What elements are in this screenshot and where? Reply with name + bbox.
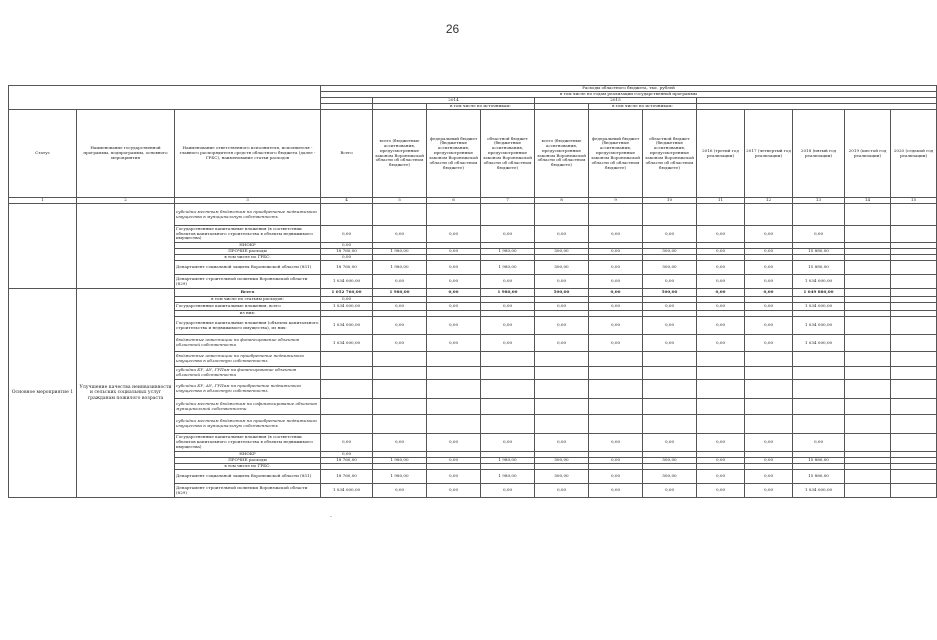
empty-cell (891, 367, 937, 380)
value-cell (643, 399, 697, 415)
value-cell: 0,00 (589, 317, 643, 335)
column-number: 8 (535, 198, 589, 204)
empty-cell (891, 317, 937, 335)
empty-cell (845, 367, 891, 380)
row-label: субсидии БУ, АУ, ГУПам на финансирование объектов областной собственности (175, 367, 321, 380)
value-cell (481, 352, 535, 367)
value-cell: 0,00 (697, 275, 745, 289)
empty-cell (891, 335, 937, 352)
value-cell (427, 380, 481, 399)
value-cell: 0,00 (481, 317, 535, 335)
value-cell (697, 380, 745, 399)
value-cell: 0,00 (321, 297, 373, 303)
empty-cell (891, 399, 937, 415)
value-cell (745, 352, 793, 367)
value-cell: 0,00 (745, 317, 793, 335)
value-cell: 15 880,00 (793, 249, 845, 255)
empty-cell (891, 275, 937, 289)
value-cell (793, 415, 845, 434)
empty-cell (891, 352, 937, 367)
value-cell: 0,00 (589, 458, 643, 464)
value-cell (589, 352, 643, 367)
value-cell: 0,00 (373, 226, 427, 243)
value-cell: 0,00 (427, 470, 481, 484)
empty-cell (891, 261, 937, 275)
section-1-body (9, 204, 937, 289)
value-cell: 1 034 000,00 (793, 317, 845, 335)
value-cell: 0,00 (427, 335, 481, 352)
header-executor: Наименование ответственного исполнителя, исполнителя - главного распорядителя средств областного бюджета (далее - ГРБС), наименование статьи расходов (175, 110, 321, 198)
value-cell: 0,00 (321, 452, 373, 458)
value-cell: 0,00 (321, 255, 373, 261)
value-cell (697, 204, 745, 226)
empty-cell (845, 226, 891, 243)
value-cell: 0,00 (535, 335, 589, 352)
page-number: 26 (445, 22, 460, 36)
value-cell (643, 204, 697, 226)
value-cell (643, 352, 697, 367)
header-2019: 2019 (шестой год реализации) (845, 110, 891, 198)
empty-cell (845, 335, 891, 352)
empty-cell (845, 380, 891, 399)
value-cell: 1 980,00 (481, 261, 535, 275)
row-label: Департамент социальной защиты Воронежской области (851) (175, 470, 321, 484)
table-row (9, 204, 937, 226)
value-cell: 0,00 (745, 289, 793, 297)
status-cell: Основное мероприятие 1 (9, 289, 77, 498)
empty-cell (845, 204, 891, 226)
value-cell: 500,00 (535, 261, 589, 275)
value-cell: 1 980,00 (373, 289, 427, 297)
value-cell (745, 367, 793, 380)
value-cell: 0,00 (481, 275, 535, 289)
value-cell (481, 399, 535, 415)
row-label: Департамент строительной политики Воронежской области (829) (175, 484, 321, 498)
row-label: бюджетные инвестиции на финансирование объектов областной собственности (175, 335, 321, 352)
empty-cell (891, 204, 937, 226)
value-cell: 0,00 (745, 226, 793, 243)
value-cell: 0,00 (535, 317, 589, 335)
value-cell: 0,00 (535, 484, 589, 498)
value-cell: 0,00 (427, 226, 481, 243)
value-cell: 0,00 (643, 317, 697, 335)
value-cell: 0,00 (643, 275, 697, 289)
column-number: 1 (9, 198, 77, 204)
value-cell: 0,00 (589, 335, 643, 352)
value-cell: 0,00 (321, 434, 373, 452)
value-cell (643, 367, 697, 380)
header-status: Статус (9, 110, 77, 198)
section-2-body (9, 289, 937, 498)
row-label: субсидии БУ, АУ, ГУПам на приобретение недвижимого имущества в областную собственность (175, 380, 321, 399)
value-cell (427, 352, 481, 367)
value-cell: 0,00 (481, 434, 535, 452)
value-cell (427, 367, 481, 380)
row-label: субсидии местным бюджетам на приобретение недвижимого имущества в муниципальную собственность (175, 204, 321, 226)
column-number: 12 (745, 198, 793, 204)
column-number: 3 (175, 198, 321, 204)
value-cell: 1 980,00 (373, 249, 427, 255)
value-cell: 1 980,00 (373, 261, 427, 275)
value-cell: 15 880,00 (793, 470, 845, 484)
value-cell: 0,00 (745, 303, 793, 311)
value-cell: 0,00 (535, 275, 589, 289)
value-cell (745, 399, 793, 415)
value-cell: 0,00 (643, 335, 697, 352)
value-cell: 500,00 (643, 470, 697, 484)
empty-cell (845, 289, 891, 297)
row-label: Государственные капитальные вложения (объекты капитального строительства и недвижимого имущества), из них: (175, 317, 321, 335)
row-label: Государственные капитальные вложения (в соответствии объектов капитального строительства в объекты недвижимого имущества) (175, 434, 321, 452)
value-cell: 0,00 (697, 458, 745, 464)
value-cell: 500,00 (535, 458, 589, 464)
value-cell: 500,00 (535, 470, 589, 484)
row-label: Департамент строительной политики Воронежской области (829) (175, 275, 321, 289)
value-cell (481, 204, 535, 226)
value-cell: 500,00 (643, 249, 697, 255)
header-2016: 2016 (третий год реализации) (697, 110, 745, 198)
row-label: субсидии местным бюджетам на приобретение недвижимого имущества в муниципальную собственность (175, 415, 321, 434)
value-cell: 0,00 (745, 261, 793, 275)
value-cell (793, 380, 845, 399)
header-program: Наименование государственной программы, подпрограммы, основного мероприятия (77, 110, 175, 198)
header-2015-regional: областной бюджет (бюджетные ассигнования, предусмотренные законом Воронежской области об областном бюджете) (643, 110, 697, 198)
value-cell (535, 204, 589, 226)
value-cell: 0,00 (697, 303, 745, 311)
empty-cell (845, 352, 891, 367)
value-cell: 0,00 (427, 261, 481, 275)
value-cell (373, 367, 427, 380)
column-number: 2 (77, 198, 175, 204)
value-cell: 0,00 (373, 434, 427, 452)
value-cell: 0,00 (643, 226, 697, 243)
value-cell: 0,00 (697, 484, 745, 498)
value-cell: 0,00 (373, 317, 427, 335)
value-cell (321, 380, 373, 399)
row-label: из них: (175, 311, 321, 317)
value-cell: 0,00 (589, 289, 643, 297)
column-number: 14 (845, 198, 891, 204)
header-incl-2014: в том числе по источникам: (427, 104, 535, 110)
value-cell (535, 380, 589, 399)
header-2014-regional: областной бюджет (бюджетные ассигнования, предусмотренные законом Воронежской области об областном бюджете) (481, 110, 535, 198)
value-cell: 0,00 (745, 458, 793, 464)
row-label: в том числе по ГРБС: (175, 464, 321, 470)
header-incl-2015: в том числе по источникам: (589, 104, 697, 110)
row-label: Государственные капитальные вложения (в соответствии объектов капитального строительства в объекты недвижимого имущества) (175, 226, 321, 243)
value-cell (373, 352, 427, 367)
empty-cell (845, 399, 891, 415)
value-cell (589, 204, 643, 226)
empty-cell (891, 415, 937, 434)
value-cell: 18 760,00 (321, 261, 373, 275)
empty-cell (891, 303, 937, 311)
value-cell (427, 399, 481, 415)
value-cell: 1 034 000,00 (793, 484, 845, 498)
value-cell (321, 399, 373, 415)
value-cell (481, 367, 535, 380)
value-cell: 0,00 (697, 249, 745, 255)
value-cell: 0,00 (745, 275, 793, 289)
table-row (9, 289, 937, 297)
row-label: бюджетные инвестиции на приобретение недвижимого имущества в областную собственность (175, 352, 321, 367)
header-2017: 2017 (четвертый год реализации) (745, 110, 793, 198)
value-cell (745, 415, 793, 434)
value-cell: 0,00 (643, 434, 697, 452)
column-number: 9 (589, 198, 643, 204)
value-cell: 0,00 (373, 275, 427, 289)
value-cell: 0,00 (535, 303, 589, 311)
value-cell (643, 380, 697, 399)
empty-cell (845, 434, 891, 452)
value-cell: 0,00 (427, 249, 481, 255)
value-cell: 0,00 (427, 303, 481, 311)
empty-cell (891, 470, 937, 484)
value-cell: 15 880,00 (793, 261, 845, 275)
value-cell (535, 399, 589, 415)
header-2018: 2018 (пятый год реализации) (793, 110, 845, 198)
column-number: 13 (793, 198, 845, 204)
value-cell: 0,00 (589, 470, 643, 484)
value-cell (589, 380, 643, 399)
value-cell: 0,00 (481, 484, 535, 498)
row-label: в том числе по статьям расходов: (175, 297, 321, 303)
value-cell (321, 415, 373, 434)
value-cell (481, 415, 535, 434)
value-cell (793, 352, 845, 367)
value-cell: 0,00 (535, 226, 589, 243)
value-cell: 0,00 (427, 458, 481, 464)
value-cell: 0,00 (745, 249, 793, 255)
column-number: 15 (891, 198, 937, 204)
value-cell: 0,00 (589, 261, 643, 275)
row-label: НИОКР (175, 243, 321, 249)
value-cell: 0,00 (643, 484, 697, 498)
value-cell: 0,00 (745, 434, 793, 452)
row-label: в том числе по ГРБС: (175, 255, 321, 261)
status-cell (9, 204, 77, 289)
value-cell (321, 204, 373, 226)
header-spacer (9, 86, 321, 110)
column-number: 6 (427, 198, 481, 204)
row-label: субсидии местным бюджетам на софинансирование объектов муниципальной собственности (175, 399, 321, 415)
value-cell: 1 980,00 (373, 470, 427, 484)
header-2014-federal: федеральный бюджет (бюджетные ассигнования, предусмотренные законом Воронежской области об областном бюджете) (427, 110, 481, 198)
value-cell (745, 380, 793, 399)
empty-cell (891, 226, 937, 243)
header-total: Всего (321, 110, 373, 198)
budget-table-sheet (8, 85, 934, 498)
value-cell: 0,00 (589, 249, 643, 255)
value-cell: 1 034 000,00 (321, 303, 373, 311)
value-cell: 1 980,00 (481, 249, 535, 255)
empty-cell (845, 303, 891, 311)
value-cell: 0,00 (427, 317, 481, 335)
value-cell: 0,00 (535, 434, 589, 452)
header-2015-all: всего (бюджетные ассигнования, предусмотренные законом Воронежской области об областном бюджете) (535, 110, 589, 198)
value-cell: 0,00 (589, 484, 643, 498)
value-cell (373, 204, 427, 226)
row-label: Всего (175, 289, 321, 297)
value-cell: 1 049 880,00 (793, 289, 845, 297)
empty-cell (891, 484, 937, 498)
header-2015-federal: федеральный бюджет (бюджетные ассигнования, предусмотренные законом Воронежской области об областном бюджете) (589, 110, 643, 198)
row-label: ПРОЧИЕ расходы (175, 249, 321, 255)
value-cell (481, 380, 535, 399)
value-cell (427, 415, 481, 434)
value-cell (373, 399, 427, 415)
value-cell: 1 034 000,00 (321, 317, 373, 335)
value-cell (793, 204, 845, 226)
value-cell: 0,00 (643, 303, 697, 311)
value-cell: 0,00 (373, 335, 427, 352)
value-cell: 0,00 (373, 303, 427, 311)
row-label: НИОКР (175, 452, 321, 458)
value-cell: 0,00 (589, 434, 643, 452)
value-cell: 1 980,00 (481, 458, 535, 464)
value-cell: 0,00 (697, 289, 745, 297)
program-cell: Улучшение качества неинвазивности и сельских социальных услуг гражданам пожилого возраста (77, 289, 175, 498)
value-cell (535, 367, 589, 380)
row-label: Департамент социальной защиты Воронежской области (851) (175, 261, 321, 275)
value-cell: 1 034 000,00 (793, 335, 845, 352)
value-cell: 18 760,00 (321, 470, 373, 484)
value-cell: 18 760,00 (321, 458, 373, 464)
value-cell: 1 052 760,00 (321, 289, 373, 297)
value-cell (643, 415, 697, 434)
column-number: 4 (321, 198, 373, 204)
row-label: Государственные капитальные вложения, всего (175, 303, 321, 311)
value-cell: 0,00 (321, 226, 373, 243)
column-number: 10 (643, 198, 697, 204)
value-cell: 0,00 (745, 335, 793, 352)
value-cell (589, 415, 643, 434)
value-cell: 18 760,00 (321, 249, 373, 255)
empty-cell (891, 289, 937, 297)
value-cell (535, 352, 589, 367)
empty-cell (845, 275, 891, 289)
value-cell (793, 399, 845, 415)
value-cell: 0,00 (745, 470, 793, 484)
value-cell: 1 034 000,00 (793, 275, 845, 289)
value-cell: 500,00 (535, 289, 589, 297)
value-cell (697, 367, 745, 380)
budget-table (8, 85, 937, 498)
value-cell: 0,00 (793, 434, 845, 452)
value-cell: 1 980,00 (481, 470, 535, 484)
value-cell: 0,00 (697, 470, 745, 484)
value-cell (373, 380, 427, 399)
value-cell: 0,00 (697, 261, 745, 275)
empty-cell (891, 380, 937, 399)
value-cell: 0,00 (481, 303, 535, 311)
empty-cell (845, 261, 891, 275)
value-cell: 0,00 (481, 335, 535, 352)
value-cell: 0,00 (697, 226, 745, 243)
header-2020: 2020 (седьмой год реализации) (891, 110, 937, 198)
value-cell: 500,00 (643, 289, 697, 297)
value-cell (589, 367, 643, 380)
value-cell (535, 415, 589, 434)
value-cell: 0,00 (427, 484, 481, 498)
value-cell: 0,00 (589, 275, 643, 289)
value-cell: 1 034 000,00 (321, 484, 373, 498)
value-cell: 0,00 (793, 226, 845, 243)
value-cell: 500,00 (643, 458, 697, 464)
value-cell: 0,00 (745, 484, 793, 498)
empty-cell (845, 317, 891, 335)
value-cell (589, 399, 643, 415)
value-cell (321, 352, 373, 367)
value-cell: 1 980,00 (481, 289, 535, 297)
value-cell: 1 034 000,00 (793, 303, 845, 311)
value-cell: 0,00 (697, 335, 745, 352)
value-cell: 1 034 000,00 (321, 335, 373, 352)
value-cell: 500,00 (535, 249, 589, 255)
column-number: 11 (697, 198, 745, 204)
empty-cell (891, 434, 937, 452)
header-subtitle: в том числе по годам реализации государственной программы (321, 92, 937, 98)
program-cell (77, 204, 175, 289)
header-year-2015: 2015 (535, 98, 697, 104)
value-cell: 1 034 000,00 (321, 275, 373, 289)
column-number: 7 (481, 198, 535, 204)
column-number: 5 (373, 198, 427, 204)
value-cell (427, 204, 481, 226)
empty-cell (845, 470, 891, 484)
value-cell: 0,00 (373, 484, 427, 498)
value-cell (793, 367, 845, 380)
value-cell: 0,00 (697, 317, 745, 335)
value-cell: 1 980,00 (373, 458, 427, 464)
value-cell (373, 415, 427, 434)
value-cell (745, 204, 793, 226)
value-cell: 0,00 (427, 289, 481, 297)
value-cell: 0,00 (427, 434, 481, 452)
value-cell (697, 415, 745, 434)
empty-cell (845, 484, 891, 498)
value-cell (321, 367, 373, 380)
header-year-2014: 2014 (373, 98, 535, 104)
page-dot-mark: · (330, 514, 332, 521)
value-cell: 0,00 (697, 434, 745, 452)
value-cell: 15 880,00 (793, 458, 845, 464)
value-cell: 0,00 (481, 226, 535, 243)
header-title: Расходы областного бюджета, тыс. рублей (321, 86, 937, 92)
empty-cell (845, 415, 891, 434)
value-cell: 0,00 (589, 226, 643, 243)
value-cell: 0,00 (321, 243, 373, 249)
value-cell (697, 399, 745, 415)
value-cell: 0,00 (589, 303, 643, 311)
value-cell: 0,00 (427, 275, 481, 289)
value-cell (697, 352, 745, 367)
header-2014-all: всего (бюджетные ассигнования, предусмотренные законом Воронежской области об областном бюджете) (373, 110, 427, 198)
value-cell: 500,00 (643, 261, 697, 275)
row-label: ПРОЧИЕ расходы (175, 458, 321, 464)
